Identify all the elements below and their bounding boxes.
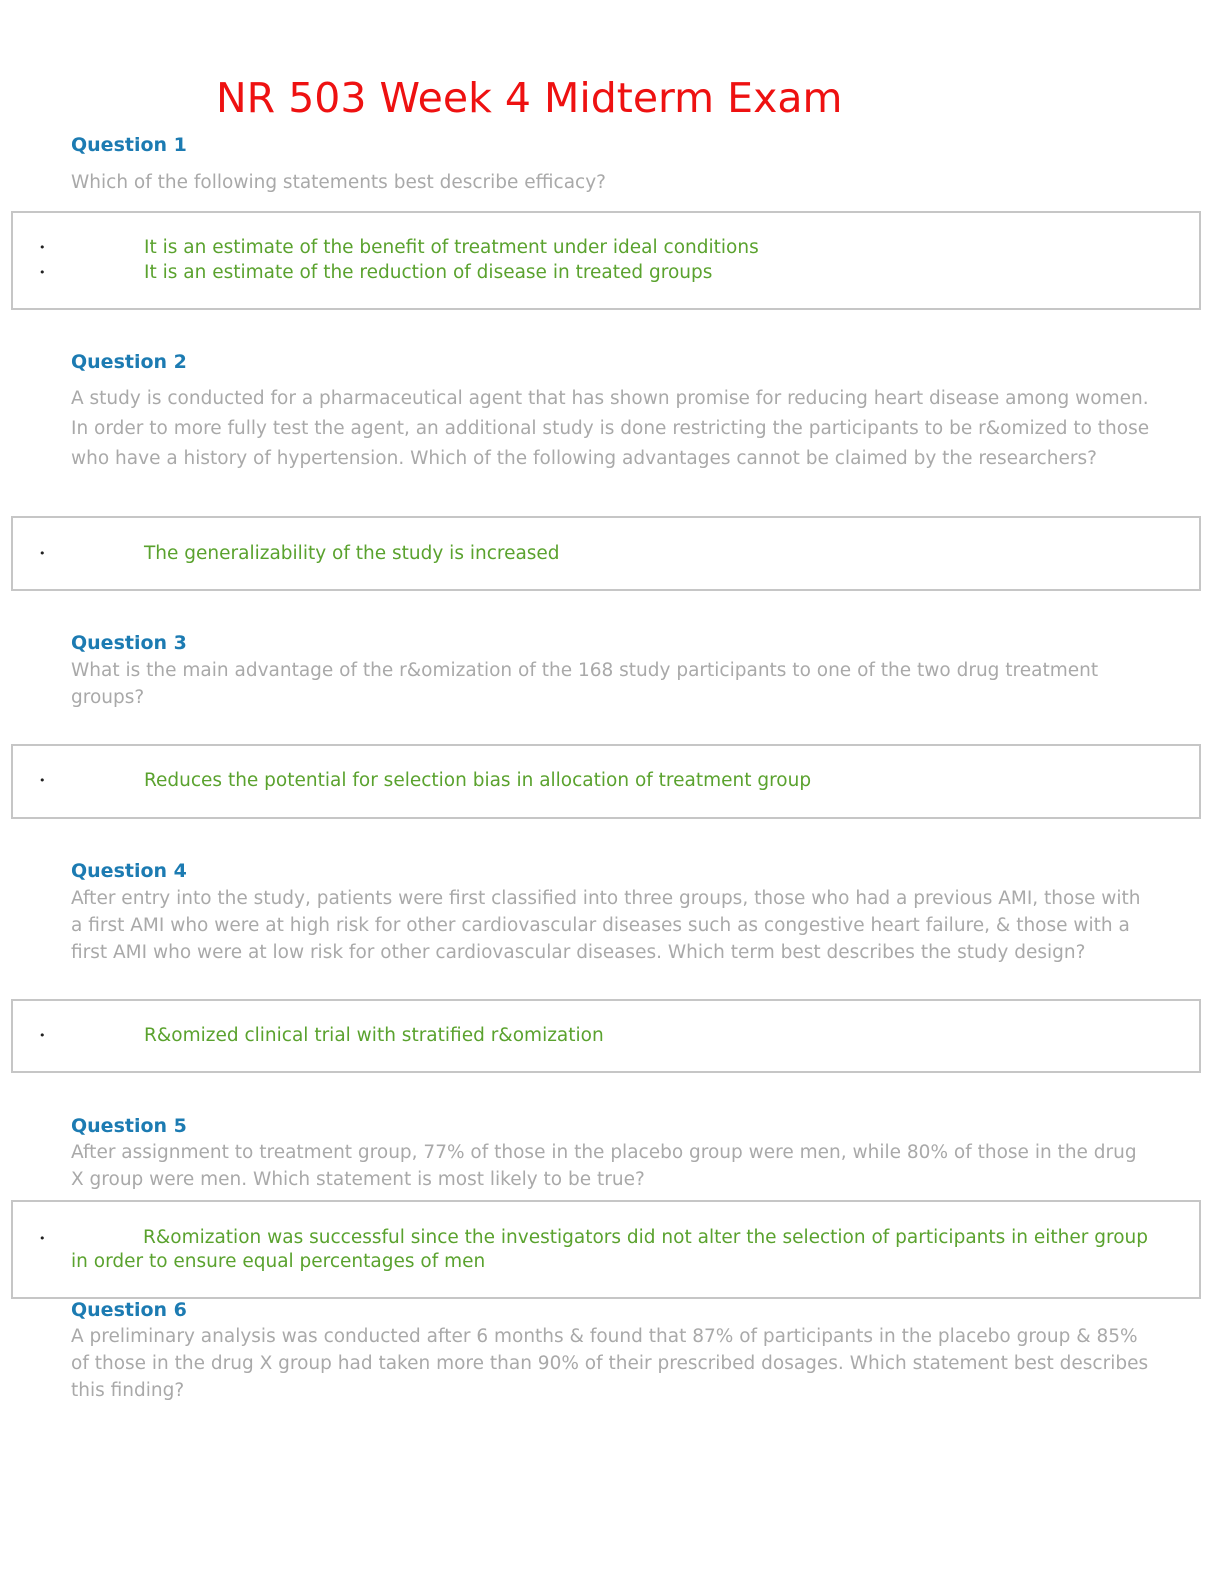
question-2-text: A study is conducted for a pharmaceutical agent that has shown promise for reducing heart disease among women. In order to more fully test the agent, an additional study is done restricting the participants to be r&omized to those who have a history of hypertension. Which of the following advantages cannot be claimed by the researchers? [71, 388, 1150, 469]
question-6-text: A preliminary analysis was conducted after 6 months & found that 87% of participants in the placebo group & 85% of those in the drug X group had taken more than 90% of their prescribed dosages. Which statement best describes this finding? [71, 1326, 1149, 1401]
question-5-answer-box [11, 1200, 1201, 1299]
bullet-icon: • [39, 1029, 46, 1042]
bullet-icon: • [39, 547, 46, 560]
question-3-heading: Question 3 [71, 632, 187, 654]
question-4-answer-box [11, 999, 1201, 1073]
bullet-icon: • [39, 241, 46, 254]
question-6-heading: Question 6 [71, 1299, 187, 1321]
answer-text: It is an estimate of the benefit of treatment under ideal conditions [144, 237, 759, 258]
answer-text: It is an estimate of the reduction of disease in treated groups [144, 262, 713, 283]
question-4-heading: Question 4 [71, 860, 187, 882]
answer-text: The generalizability of the study is increased [144, 543, 560, 564]
answer-text: Reduces the potential for selection bias in allocation of treatment group [144, 770, 812, 791]
answer-item [39, 1023, 1199, 1048]
answer-item [39, 235, 1199, 260]
answer-item [39, 260, 1199, 285]
question-5-heading: Question 5 [71, 1115, 187, 1137]
bullet-icon: • [39, 1232, 46, 1245]
question-1-heading: Question 1 [71, 134, 187, 156]
bullet-icon: • [39, 774, 46, 787]
question-4-text: After entry into the study, patients were first classified into three groups, those who had a previous AMI, those with a first AMI who were at high risk for other cardiovascular diseases such as congestive heart failure, & those with a first AMI who were at low risk for other cardiovascular diseases. Which term best describes the study design? [71, 888, 1141, 963]
answer-text: R&omized clinical trial with stratified r&omization [144, 1025, 604, 1046]
question-5-text: After assignment to treatment group, 77% of those in the placebo group were men, while 80% of those in the drug X group were men. Which statement is most likely to be true? [71, 1142, 1137, 1190]
question-2-heading: Question 2 [71, 351, 187, 373]
question-3-answer-box [11, 744, 1201, 819]
question-2-answer-box [11, 516, 1201, 591]
answer-item [39, 541, 1199, 566]
bullet-icon: • [39, 266, 46, 279]
question-1-answer-box [11, 211, 1201, 310]
question-1-text: Which of the following statements best describe efficacy? [71, 172, 607, 193]
exam-title: NR 503 Week 4 Midterm Exam [216, 74, 843, 122]
question-3-text: What is the main advantage of the r&omization of the 168 study participants to one of the two drug treatment groups? [71, 660, 1099, 708]
answer-text: R&omization was successful since the investigators did not alter the selection of participants in either group in order to ensure equal percentages of men [71, 1227, 1148, 1272]
answer-item [39, 768, 1199, 793]
